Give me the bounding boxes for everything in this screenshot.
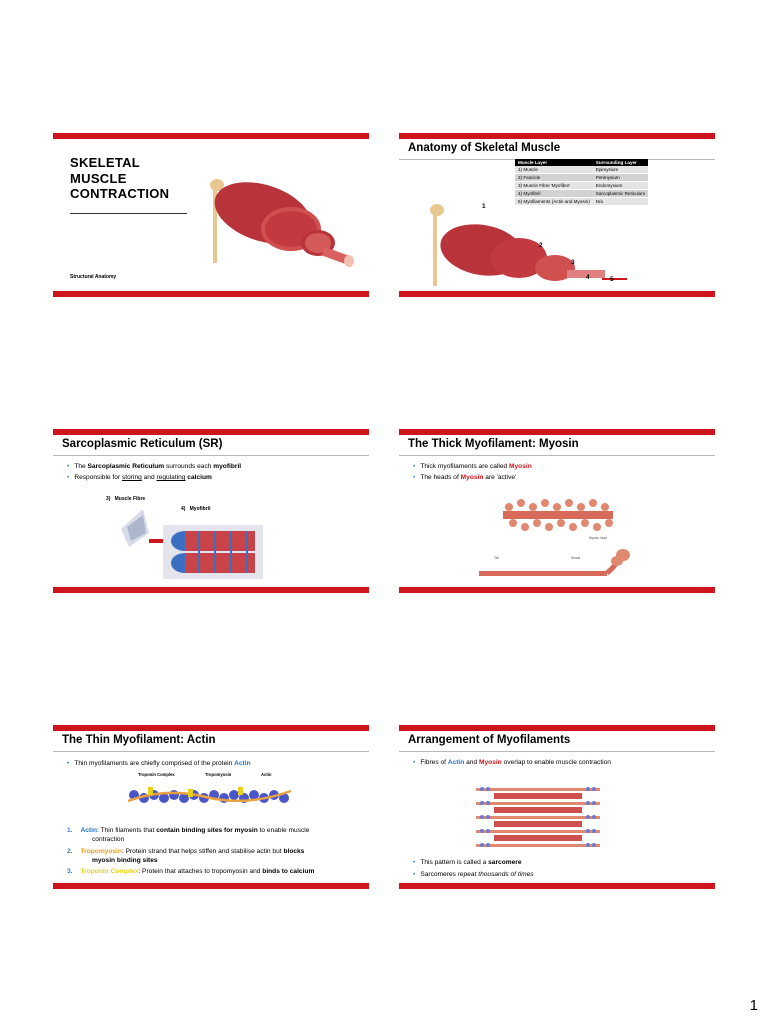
bullet-2: • This pattern is called a sarcomere [413, 859, 522, 866]
title-line-1: SKELETAL [70, 155, 141, 170]
item-3: 3. Troponin Complex: Protein that attaches to tropomyosin and binds to calcium [67, 868, 315, 875]
table-row [515, 182, 648, 190]
label-myosin-head: Myosin head [589, 536, 608, 540]
title-underline [70, 213, 187, 214]
heading-rule [53, 455, 369, 456]
slide-bottom-bar [53, 883, 369, 889]
marker-2: 2 [539, 242, 543, 249]
table-cell: 3) Muscle Fibre 'Myofibre' [515, 182, 593, 190]
slide-subtitle: Structural Anatomy [70, 274, 117, 280]
myosin-molecule-illustration [477, 547, 637, 583]
bullet-1: • Thin myofilaments are chiefly comprised of the protein Actin [67, 760, 251, 767]
title-line-2: MUSCLE [70, 170, 127, 186]
label-tropomyosin: Tropomyosin [205, 772, 232, 777]
label-heads: Heads [571, 556, 581, 560]
slide-sarcoplasmic-reticulum [53, 429, 369, 593]
slide-bottom-bar [399, 587, 715, 593]
title-line-3: CONTRACTION [70, 186, 170, 201]
table-header-row [515, 159, 648, 166]
slide-top-bar [399, 725, 715, 731]
bullet-2: • The heads of Myosin are 'active' [413, 474, 517, 481]
slide-top-bar [53, 429, 369, 435]
bullet-1: • Thick myofilaments are called Myosin [413, 463, 532, 470]
bullet-1: • The Sarcoplasmic Reticulum surrounds each myofibril [67, 463, 242, 470]
slide-heading: Anatomy of Skeletal Muscle [408, 142, 561, 154]
slide-myosin [399, 429, 715, 593]
slide-top-bar [53, 725, 369, 731]
bullet-1: • Fibres of Actin and Myosin overlap to enable muscle contraction [413, 759, 611, 766]
label-muscle-fibre: 3) Muscle Fibre [106, 496, 146, 502]
marker-3: 3 [571, 259, 575, 266]
label-actin: Actin [261, 772, 272, 777]
table-cell: Endomysium [593, 182, 648, 190]
slide-heading: Arrangement of Myofilaments [408, 734, 571, 746]
slide-anatomy [399, 133, 715, 297]
column-header: Surrounding Layer [593, 159, 648, 166]
slide-bottom-bar [399, 883, 715, 889]
page-number: 1 [749, 997, 758, 1014]
myofibril-illustration [119, 505, 269, 583]
table-row [515, 190, 648, 198]
table-row [515, 174, 648, 182]
heading-rule [399, 455, 715, 456]
muscle-illustration [427, 198, 627, 290]
label-myofibril: 4) Myofibril [181, 506, 211, 512]
item-2: 2. Tropomyosin: Protein strand that helps stiffen and stabilise actin but blocks [67, 848, 305, 855]
table-cell: 4) Myofibril [515, 190, 593, 198]
table-cell: Sarcoplasmic Reticulum [593, 190, 648, 198]
slide-heading: Sarcoplasmic Reticulum (SR) [62, 438, 223, 450]
column-header: Muscle Layer [515, 159, 593, 166]
table-cell: 1) Muscle [515, 166, 593, 174]
slide-heading: The Thick Myofilament: Myosin [408, 438, 579, 450]
slide-top-bar [399, 429, 715, 435]
bullet-2: • Responsible for storing and regulating calcium [67, 474, 212, 481]
slide-bottom-bar [53, 291, 369, 297]
slide-arrangement [399, 725, 715, 889]
table-cell: N/a [593, 198, 648, 206]
table-cell: 5) Myofilaments (Actin and Myosin) [515, 198, 593, 206]
marker-4: 4 [586, 274, 590, 281]
item-2-line-2: myosin binding sites [92, 857, 158, 864]
slide-heading: The Thin Myofilament: Actin [62, 734, 216, 746]
bullet-3: • Sarcomeres repeat thousands of times [413, 871, 534, 878]
slide-actin [53, 725, 369, 889]
heading-rule [53, 751, 369, 752]
label-troponin-complex: Troponin Complex [138, 772, 175, 777]
slide-title [53, 133, 369, 297]
sarcomere-illustration [474, 782, 602, 852]
table-row [515, 166, 648, 174]
myosin-filament-illustration [499, 495, 619, 535]
label-tail: Tail [494, 556, 499, 560]
muscle-illustration [203, 173, 363, 273]
slide-top-bar [53, 133, 369, 139]
table-cell: Epimysium [593, 166, 648, 174]
table-cell: 2) Fascicle [515, 174, 593, 182]
slide-top-bar [399, 133, 715, 139]
item-1: 1. Actin: Thin filaments that contain binding sites for myosin to enable muscle [67, 827, 310, 834]
slide-bottom-bar [53, 587, 369, 593]
heading-rule [399, 751, 715, 752]
table-cell: Perimysium [593, 174, 648, 182]
slide-bottom-bar [399, 291, 715, 297]
item-1-line-2: contraction [92, 836, 125, 843]
marker-1: 1 [482, 203, 486, 210]
slide-title-heading [70, 155, 169, 202]
marker-5: 5 [610, 276, 614, 283]
actin-filament-illustration [126, 783, 296, 809]
